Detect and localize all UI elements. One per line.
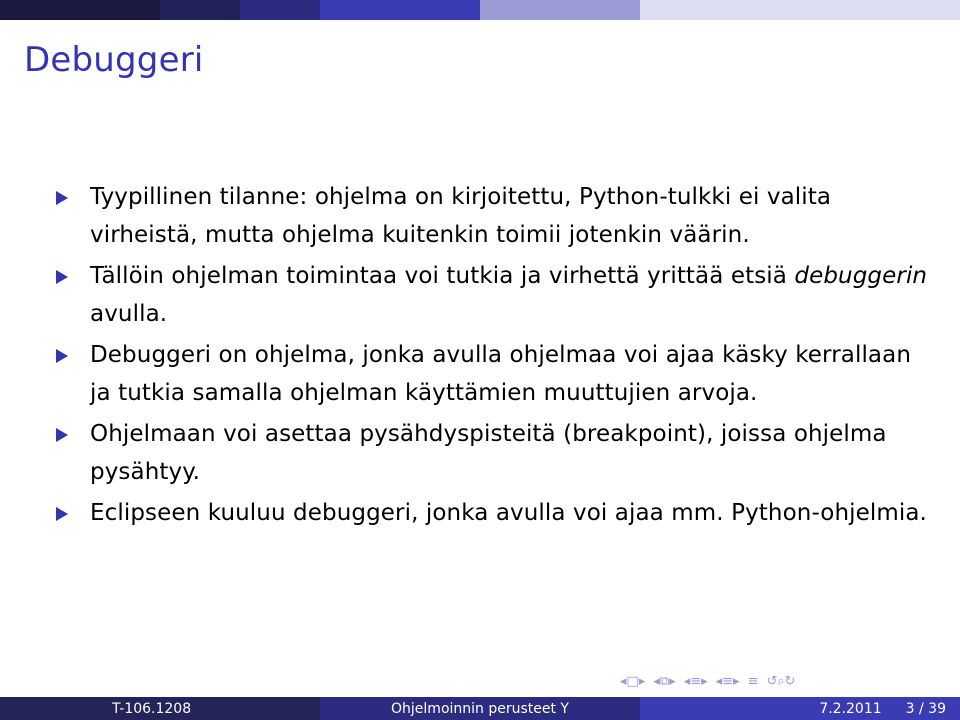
footer-course-code — [0, 697, 320, 720]
bullet-item — [56, 415, 936, 491]
header-segment — [160, 0, 240, 20]
top-header-bar — [0, 0, 960, 20]
nav-prev-frame-icon[interactable]: ◂□▸ — [620, 674, 646, 689]
header-segment — [320, 0, 480, 20]
slide-title: Debuggeri — [24, 40, 204, 80]
beamer-navigation — [620, 674, 796, 689]
footer-course-name — [320, 697, 640, 720]
bullet-emphasis: debuggerin — [794, 263, 928, 289]
course-name: Ohjelmoinnin perusteet Y — [391, 700, 569, 717]
nav-search-icon[interactable]: ↺⌕↻ — [766, 674, 796, 689]
triangle-bullet-icon — [56, 507, 68, 521]
header-segment — [480, 0, 640, 20]
bullet-text: Eclipseen kuuluu debuggeri, jonka avulla voi ajaa mm. Python-ohjelmia. — [90, 500, 927, 526]
header-segment — [240, 0, 320, 20]
slide-date: 7.2.2011 — [819, 700, 882, 717]
footer-date-page — [640, 697, 960, 720]
bullet-text-tail: avulla. — [90, 301, 168, 327]
bullet-text: Tällöin ohjelman toimintaa voi tutkia ja virhettä yrittää etsiä — [90, 263, 795, 289]
bullet-item — [56, 257, 936, 333]
bullet-item — [56, 494, 936, 532]
page-number: 3 / 39 — [905, 700, 946, 717]
course-code: T-106.1208 — [112, 700, 192, 717]
header-segment — [0, 0, 160, 20]
nav-prev-section-icon[interactable]: ◂≡▸ — [683, 674, 708, 689]
bullet-item — [56, 178, 936, 254]
bullet-item — [56, 336, 936, 412]
triangle-bullet-icon — [56, 270, 68, 284]
triangle-bullet-icon — [56, 349, 68, 363]
bullet-text: Ohjelmaan voi asettaa pysähdyspisteitä (breakpoint), joissa ohjelma pysähtyy. — [90, 421, 887, 485]
nav-prev-subsection-icon[interactable]: ◂⧉▸ — [653, 674, 676, 689]
bullet-text: Tyypillinen tilanne: ohjelma on kirjoitettu, Python-tulkki ei valita virheistä, mutta ohjelma kuitenkin toimii jotenkin väärin. — [90, 184, 832, 248]
header-segment — [640, 0, 960, 20]
bullet-text: Debuggeri on ohjelma, jonka avulla ohjelmaa voi ajaa käsky kerrallaan ja tutkia samalla ohjelman käyttämien muuttujien arvoja. — [90, 342, 911, 406]
triangle-bullet-icon — [56, 428, 68, 442]
footer-bar — [0, 697, 960, 720]
nav-next-section-icon[interactable]: ◂≡▸ — [715, 674, 740, 689]
bullet-list — [56, 178, 936, 535]
triangle-bullet-icon — [56, 191, 68, 205]
nav-toc-icon[interactable]: ≡ — [747, 674, 759, 689]
